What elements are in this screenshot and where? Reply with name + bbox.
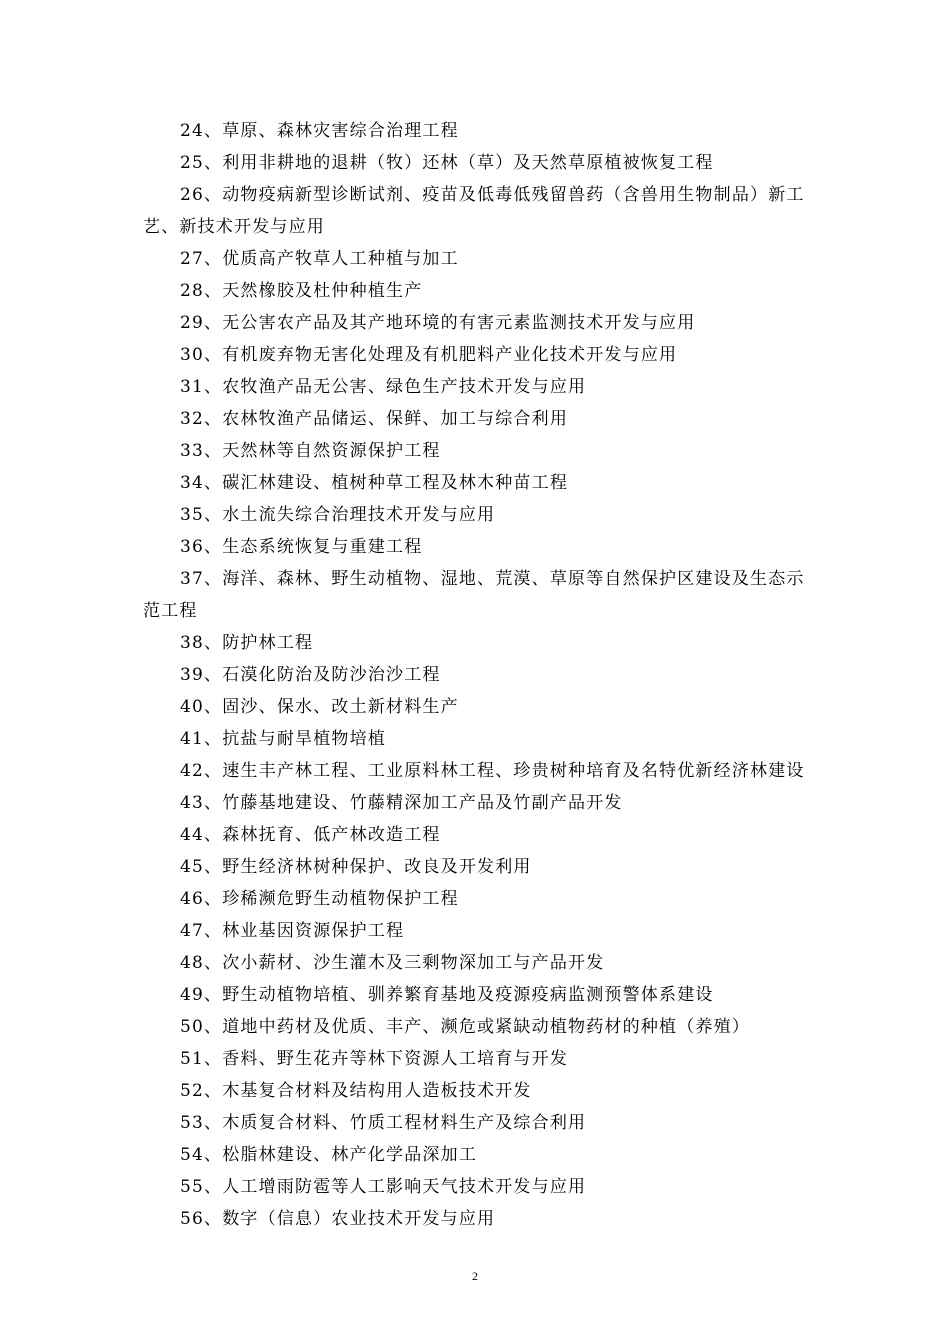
- list-item: 24、草原、森林灾害综合治理工程: [180, 121, 459, 141]
- list-item: 44、森林抚育、低产林改造工程: [180, 825, 441, 845]
- list-item: 45、野生经济林树种保护、改良及开发利用: [180, 857, 532, 877]
- list-item: 41、抗盐与耐旱植物培植: [180, 729, 387, 749]
- list-item: 34、碳汇林建设、植树种草工程及林木种苗工程: [180, 473, 569, 493]
- list-item: 25、利用非耕地的退耕（牧）还林（草）及天然草原植被恢复工程: [180, 153, 714, 173]
- list-item: 27、优质高产牧草人工种植与加工: [180, 249, 459, 269]
- list-item: 52、木基复合材料及结构用人造板技术开发: [180, 1081, 532, 1101]
- list-item: 50、道地中药材及优质、丰产、濒危或紧缺动植物药材的种植（养殖）: [180, 1017, 751, 1037]
- list-item: 39、石漠化防治及防沙治沙工程: [180, 665, 441, 685]
- list-item: 36、生态系统恢复与重建工程: [180, 537, 423, 557]
- list-item: 54、松脂林建设、林产化学品深加工: [180, 1145, 478, 1165]
- list-item: 37、海洋、森林、野生动植物、湿地、荒漠、草原等自然保护区建设及生态示范工程: [143, 569, 805, 621]
- item-list: [143, 115, 818, 1235]
- list-item: 33、天然林等自然资源保护工程: [180, 441, 441, 461]
- page-number: 2: [472, 1269, 478, 1283]
- list-item: 46、珍稀濒危野生动植物保护工程: [180, 889, 459, 909]
- list-item: 43、竹藤基地建设、竹藤精深加工产品及竹副产品开发: [180, 793, 623, 813]
- list-item: 53、木质复合材料、竹质工程材料生产及综合利用: [180, 1113, 587, 1133]
- list-item: 31、农牧渔产品无公害、绿色生产技术开发与应用: [180, 377, 587, 397]
- list-item: 47、林业基因资源保护工程: [180, 921, 405, 941]
- list-item: 38、防护林工程: [180, 633, 314, 653]
- list-item: 26、动物疫病新型诊断试剂、疫苗及低毒低残留兽药（含兽用生物制品）新工艺、新技术开发与应用: [143, 185, 805, 237]
- list-item: 48、次小薪材、沙生灌木及三剩物深加工与产品开发: [180, 953, 605, 973]
- list-item: 40、固沙、保水、改土新材料生产: [180, 697, 459, 717]
- list-item: 55、人工增雨防雹等人工影响天气技术开发与应用: [180, 1177, 587, 1197]
- list-item: 49、野生动植物培植、驯养繁育基地及疫源疫病监测预警体系建设: [180, 985, 714, 1005]
- list-item: 51、香料、野生花卉等林下资源人工培育与开发: [180, 1049, 569, 1069]
- list-item: 30、有机废弃物无害化处理及有机肥料产业化技术开发与应用: [180, 345, 678, 365]
- list-item: 28、天然橡胶及杜仲种植生产: [180, 281, 423, 301]
- list-item: 29、无公害农产品及其产地环境的有害元素监测技术开发与应用: [180, 313, 696, 333]
- list-item: 42、速生丰产林工程、工业原料林工程、珍贵树种培育及名特优新经济林建设: [180, 761, 805, 781]
- list-item: 32、农林牧渔产品储运、保鲜、加工与综合利用: [180, 409, 569, 429]
- list-item: 56、数字（信息）农业技术开发与应用: [180, 1209, 496, 1229]
- list-item: 35、水土流失综合治理技术开发与应用: [180, 505, 496, 525]
